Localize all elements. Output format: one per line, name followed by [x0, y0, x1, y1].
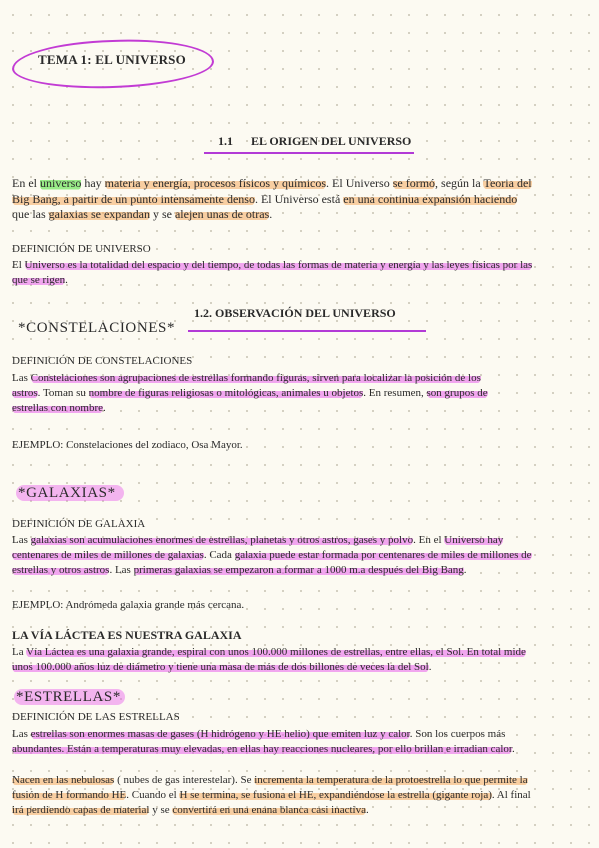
origin-paragraph: En el universo hay materia y energía, procesos físicos y químicos. El Universo se formó, según la Teoria del Big Bang, a partir de un punto intensamente denso. El Universo está en una continua expansión haciendo que las galaxias se expandan y se alejen unas de otras. [12, 176, 532, 221]
definition-stars-text: Las estrellas son enormes masas de gases (H hidrógeno y HE helio) que emiten luz y calor. Son los cuerpos más abundantes. Están a temperaturas muy elevadas, en ellas hay reacciones nucleares, por ello brillan e irradian calor. [12, 728, 515, 755]
galaxy-example: EJEMPLO: Andrómeda galaxia grande más cercana. [12, 599, 245, 611]
section-underline [204, 152, 414, 154]
stars-heading: *ESTRELLAS* [14, 689, 125, 706]
definition-galaxy-text: Las galaxias son acumulaciones enormes de estrellas, planetas y otros astros, gases y polvo. En el Universo hay centenares de miles de millones de galaxias. Cada galaxia puede estar formada por centenares de miles de millones de estrellas y otros astros. Las primeras galaxias se empezaron a formar a 1000 m.a después del Big Bang. [12, 534, 532, 576]
section-heading-origin: 1.1 EL ORIGEN DEL UNIVERSO [218, 134, 412, 148]
page-title: TEMA 1: EL UNIVERSO [38, 52, 186, 67]
milky-way-heading: LA VÍA LÁCTEA ES NUESTRA GALAXIA [12, 628, 242, 642]
milky-way-text: La Vía Láctea es una galaxia grande, espiral con unos 100.000 millones de estrellas, entre ellas, el Sol. En total mide unos 100.000 años luz de diámetro y tiene una masa de más de dos billones de veces la del Sol. [12, 646, 526, 673]
definition-constellations-label: DEFINICIÓN DE CONSTELACIONES [12, 355, 193, 367]
definition-universe-text: El Universo es la totalidad del espacio y del tiempo, de todas las formas de materia y energía y las leyes físicas por las que se rigen. [12, 259, 533, 286]
section-heading-observation: 1.2. OBSERVACIÓN DEL UNIVERSO [194, 306, 396, 320]
section-underline [188, 330, 426, 332]
definition-galaxy-label: DEFINICIÓN DE GALAXIA [12, 518, 146, 530]
galaxies-heading: *GALAXIAS* [16, 485, 124, 502]
constellations-heading: *CONSTELACIONES* [18, 320, 176, 336]
definition-universe-label: DEFINICIÓN DE UNIVERSO [12, 243, 151, 255]
stars-lifecycle-text: Nacen en las nebulosas ( nubes de gas interestelar). Se incrementa la temperatura de la protoestrella lo que permite la fusión de H formando HE. Cuando el H se termina, se fusiona el HE, expandiéndose la estrella (gigante roja). Al final irá perdiendo capas de material y se convertirá en una enana blanca casi inactiva. [12, 774, 531, 816]
definition-stars-label: DEFINICIÓN DE LAS ESTRELLAS [12, 711, 180, 723]
constellations-example: EJEMPLO: Constelaciones del zodiaco, Osa Mayor. [12, 439, 243, 451]
definition-constellations-text: Las Constelaciones son agrupaciones de estrellas formando figuras, sirven para localizar la posición de los astros. Toman su nombre de figuras religiosas o mitológicas, animales u objetos. En resumen, son grupos de estrellas con nombre. [12, 372, 488, 414]
